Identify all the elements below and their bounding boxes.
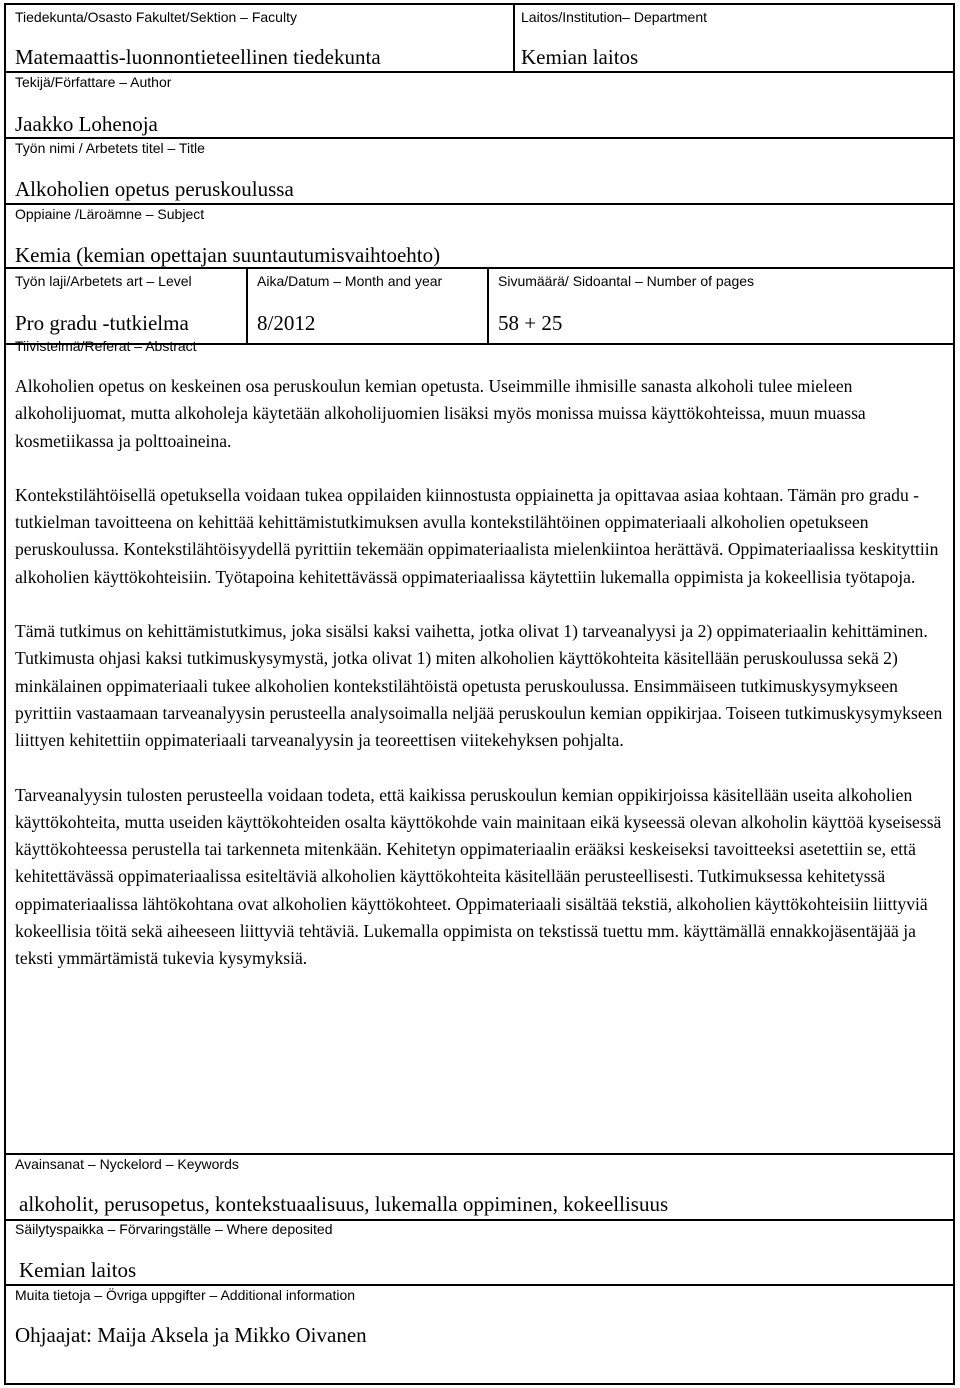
level-date-divider (246, 267, 248, 343)
abstract-paragraph: Kontekstilähtöisellä opetuksella voidaan tukea oppilaiden kiinnostusta oppiainetta ja opittavaa asiaa kohtaan. Tämän pro gradu -tutkielman tavoitteena on kehittää kehittämistutkimuksen avulla kontekstilähtöinen oppimateriaali alkoholien opetukseen peruskoulussa. Kontekstilähtöisyydellä pyrittiin tekemään oppimateriaalista mielenkiintoa herättävä. Oppimateriaalissa keskityttiin alkoholien käyttökohteisiin. Työtapoina kehitettävässä oppimateriaalissa käytettiin lukemalla oppimista ja kokeellisia työtapoja. (15, 484, 939, 587)
faculty-label: Tiedekunta/Osasto Fakultet/Sektion – Faculty (15, 9, 297, 25)
abstract-form (4, 3, 955, 1385)
subject-label: Oppiaine /Läroämne – Subject (15, 206, 205, 222)
author-value: Jaakko Lohenoja (15, 112, 158, 136)
pages-value: 58 + 25 (498, 311, 563, 335)
abstract-body (15, 373, 945, 973)
abstract-paragraph: Tämä tutkimus on kehittämistutkimus, joka sisälsi kaksi vaihetta, jotka olivat 1) tarveanalyysi ja 2) oppimateriaalin kehittäminen. Tutkimusta ohjasi kaksi tutkimuskysymystä, jotka olivat 1) miten alkoholien käyttökohteita käsitellään peruskoulussa sekä 2) minkälainen oppimateriaali tukee alkoholien kontekstilähtöistä opetusta peruskoulussa. Ensimmäiseen tutkimuskysymykseen pyrittiin vastaamaan tarveanalyysin perusteella analysoimalla neljää peruskoulun kemian oppikirjaa. Toiseen tutkimuskysymykseen liittyen kehitettiin oppimateriaali tarveanalyysin ja teoreettisen viitekehyksen pohjalta. (15, 621, 943, 751)
date-value: 8/2012 (257, 311, 316, 335)
rule-title (6, 137, 953, 139)
deposited-label: Säilytyspaikka – Förvaringställe – Where deposited (15, 1221, 333, 1237)
author-label: Tekijä/Författare – Author (15, 74, 172, 90)
abstract-paragraph: Alkoholien opetus on keskeinen osa peruskoulun kemian opetusta. Useimmille ihmisille sanasta alkoholi tulee mieleen alkoholijuomat, mutta alkoholeja käytetään alkoholijuomien lisäksi myös monissa muissa käyttökohteissa, muun muassa kosmetiikassa ja polttoaineina. (15, 376, 866, 451)
rule-additional (6, 1284, 953, 1286)
rule-author (6, 71, 953, 73)
keywords-value: alkoholit, perusopetus, kontekstuaalisuus, lukemalla oppiminen, kokeellisuus (19, 1192, 669, 1216)
department-label: Laitos/Institution– Department (521, 9, 707, 25)
abstract-label: Tiivistelmä/Referat – Abstract (15, 338, 197, 354)
level-label: Työn laji/Arbetets art – Level (15, 273, 192, 289)
rule-keywords (6, 1153, 953, 1155)
additional-label: Muita tietoja – Övriga uppgifter – Additional information (15, 1287, 356, 1303)
rule-subject (6, 203, 953, 205)
date-pages-divider (487, 267, 489, 343)
subject-value: Kemia (kemian opettajan suuntautumisvaihtoehto) (15, 243, 441, 267)
faculty-value: Matemaattis-luonnontieteellinen tiedekunta (15, 45, 381, 69)
title-value: Alkoholien opetus peruskoulussa (15, 177, 294, 201)
rule-level (6, 267, 953, 269)
department-value: Kemian laitos (521, 45, 639, 69)
level-value: Pro gradu -tutkielma (15, 311, 189, 335)
additional-value: Ohjaajat: Maija Aksela ja Mikko Oivanen (15, 1323, 367, 1347)
abstract-paragraph: Tarveanalyysin tulosten perusteella voidaan todeta, että kaikissa peruskoulun kemian oppikirjoissa käsitellään useita alkoholien käyttökohteita, mutta useiden käyttökohteiden osalta käyttökohde vain mainitaan eikä kyseessä olevan alkoholin käyttöä kyseisessä käyttökohteessa perustella tai tarkenneta mitenkään. Kehitetyn oppimateriaalin erääksi keskeiseksi tavoitteeksi asetettiin se, että kehitettävässä oppimateriaalissa esiteltäviä alkoholien käyttökohteita käsitellään perusteellisesti. Tutkimuksessa kehitetyssä oppimateriaalissa lähtökohtana ovat alkoholien käyttökohteet. Oppimateriaali sisältää tekstiä, alkoholien käyttökohteisiin liittyviä kokeellisia töitä sekä aiheeseen liittyviä tehtäviä. Lukemalla oppimista on tekstissä tuettu mm. käyttämällä ennakkojäsentäjää ja teksti ymmärtämistä tukevia kysymyksiä. (15, 784, 942, 969)
deposited-value: Kemian laitos (19, 1258, 137, 1282)
title-label: Työn nimi / Arbetets titel – Title (15, 140, 205, 156)
keywords-label: Avainsanat – Nyckelord – Keywords (15, 1156, 239, 1172)
faculty-department-divider (513, 5, 515, 71)
pages-label: Sivumäärä/ Sidoantal – Number of pages (498, 273, 755, 289)
date-label: Aika/Datum – Month and year (257, 273, 443, 289)
